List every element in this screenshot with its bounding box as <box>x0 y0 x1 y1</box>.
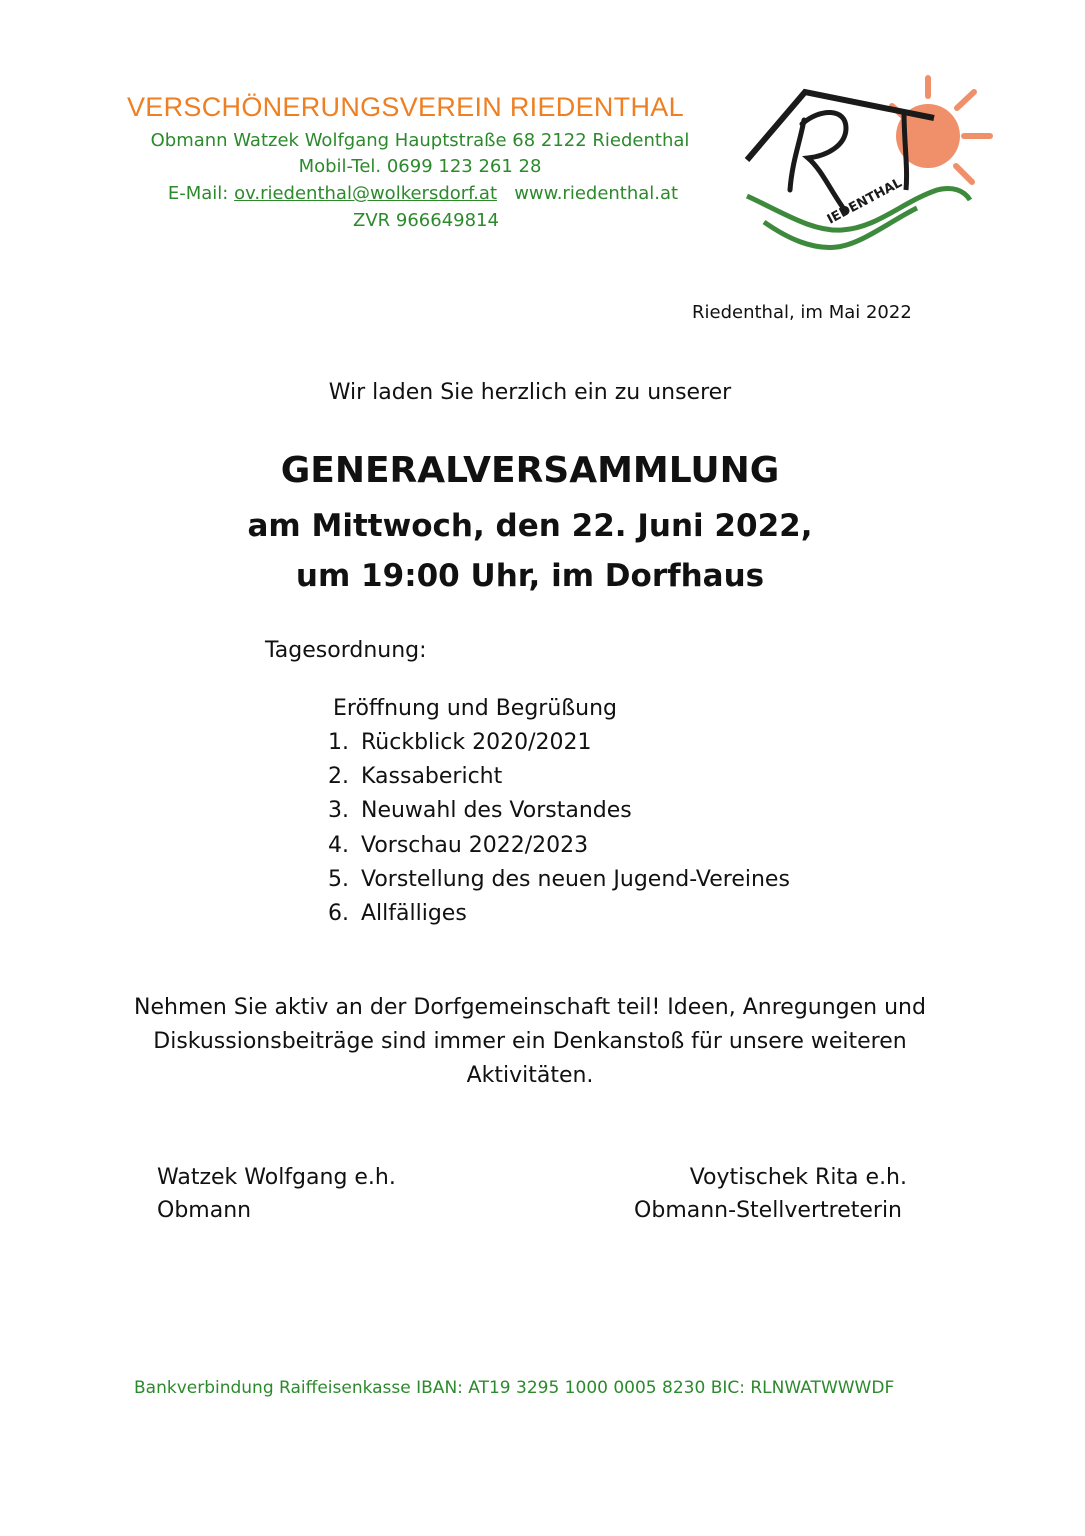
email-link[interactable]: ov.riedenthal@wolkersdorf.at <box>234 183 498 204</box>
signature-right <box>634 1161 907 1227</box>
closing-paragraph <box>0 991 1060 1093</box>
agenda-opening: Eröffnung und Begrüßung <box>333 696 618 721</box>
invitation-intro: Wir laden Sie herzlich ein zu unserer <box>328 380 732 405</box>
website-link[interactable]: www.riedenthal.at <box>514 183 679 204</box>
meeting-date: am Mittwoch, den 22. Juni 2022, <box>247 508 813 544</box>
agenda-list <box>328 729 790 934</box>
list-item: 5. Vorstellung des neuen Jugend-Vereines <box>328 866 790 892</box>
meeting-time-place: um 19:00 Uhr, im Dorfhaus <box>295 558 765 594</box>
dateline: Riedenthal, im Mai 2022 <box>692 302 912 323</box>
header-zvr: ZVR 966649814 <box>353 210 499 231</box>
list-item: 4. Vorschau 2022/2023 <box>328 832 589 858</box>
closing-line: Diskussionsbeiträge sind immer ein Denkanstoß für unsere weiteren <box>153 1029 907 1054</box>
closing-line: Nehmen Sie aktiv an der Dorfgemeinschaft teil! Ideen, Anregungen und <box>134 995 926 1020</box>
page-title: GENERALVERSAMMLUNG <box>280 450 780 491</box>
list-item: 3. Neuwahl des Vorstandes <box>328 798 632 824</box>
bank-footer: Bankverbindung Raiffeisenkasse IBAN: AT19 3295 1000 0005 8230 BIC: RLNWATWWWDF <box>134 1378 895 1398</box>
signature-role: Obmann-Stellvertreterin <box>634 1198 902 1223</box>
header-contact-line <box>0 183 846 204</box>
org-name: VERSCHÖNERUNGSVEREIN RIEDENTHAL <box>127 92 684 122</box>
logo-text: IEDENTHAL <box>824 175 905 228</box>
header-phone: Mobil-Tel. 0699 123 261 28 <box>298 156 542 177</box>
house-wall <box>904 112 907 190</box>
header-address-line: Obmann Watzek Wolfgang Hauptstraße 68 2122 Riedenthal <box>150 130 690 151</box>
logo-letter-r <box>790 112 846 212</box>
email-label: E-Mail: <box>167 183 235 204</box>
signature-left <box>157 1161 396 1227</box>
signature-name: Watzek Wolfgang e.h. <box>157 1165 396 1190</box>
club-logo <box>742 72 1002 257</box>
list-item: 1. Rückblick 2020/2021 <box>328 730 592 755</box>
list-item: 6. Allfälliges <box>328 900 467 926</box>
signature-role: Obmann <box>157 1198 252 1223</box>
agenda-heading: Tagesordnung: <box>265 638 427 663</box>
list-item: 2. Kassabericht <box>328 764 503 790</box>
signature-name: Voytischek Rita e.h. <box>689 1165 907 1190</box>
closing-line: Aktivitäten. <box>466 1063 594 1088</box>
